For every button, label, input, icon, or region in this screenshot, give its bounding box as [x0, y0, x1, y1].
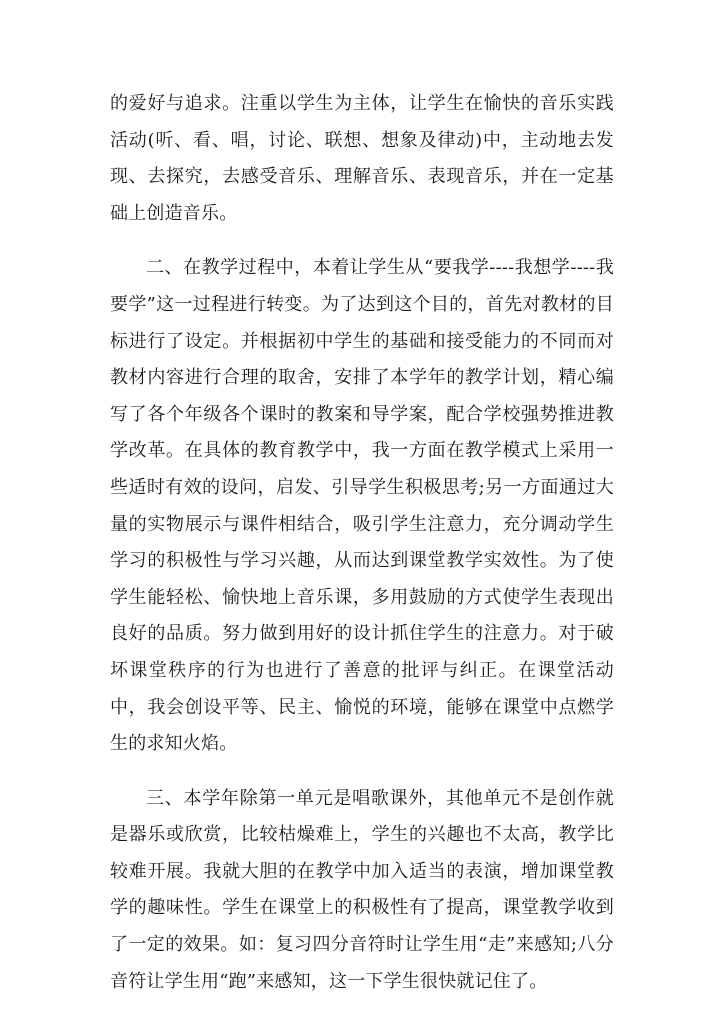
paragraph-teaching-process: 二、在教学过程中，本着让学生从“要我学----我想学----我要学”这一过程进行转变。为了达到这个目的，首先对教材的目标进行了设定。并根据初中学生的基础和接受能力的不同而对教材内容进行合理的取舍，安排了本学年的教学计划，精心编写了各个年级各个课时的教案和导学案，配合学校强势推进教学改革。在具体的教育教学中，我一方面在教学模式上采用一些适时有效的设问，启发、引导学生积极思考;另一方面通过大量的实物展示与课件相结合，吸引学生注意力，充分调动学生学习的积极性与学习兴趣，从而达到课堂教学实效性。为了使学生能轻松、愉快地上音乐课，多用鼓励的方式使学生表现出良好的品质。努力做到用好的设计抓住学生的注意力。对于破坏课堂秩序的行为也进行了善意的批评与纠正。在课堂活动中，我会创设平等、民主、愉悦的环境，能够在课堂中点燃学生的求知火焰。: [110, 257, 614, 755]
paragraph-gap: [110, 232, 614, 250]
document-body: [110, 86, 614, 1000]
paragraph-continuation: 的爱好与追求。注重以学生为主体，让学生在愉快的音乐实践活动(听、看、唱，讨论、联想、想象及律动)中，主动地去发现、去探究，去感受音乐、理解音乐、表现音乐，并在一定基础上创造音乐。: [110, 93, 614, 224]
paragraph-unit-content: 三、本学年除第一单元是唱歌课外，其他单元不是创作就是器乐或欣赏，比较枯燥难上，学生的兴趣也不太高，教学比较难开展。我就大胆的在教学中加入适当的表演，增加课堂教学的趣味性。学生在课堂上的积极性有了提高，课堂教学收到了一定的效果。如：复习四分音符时让学生用“走”来感知;八分音符让学生用“跑”来感知，这一下学生很快就记住了。: [110, 787, 614, 992]
paragraph-gap: [110, 763, 614, 781]
